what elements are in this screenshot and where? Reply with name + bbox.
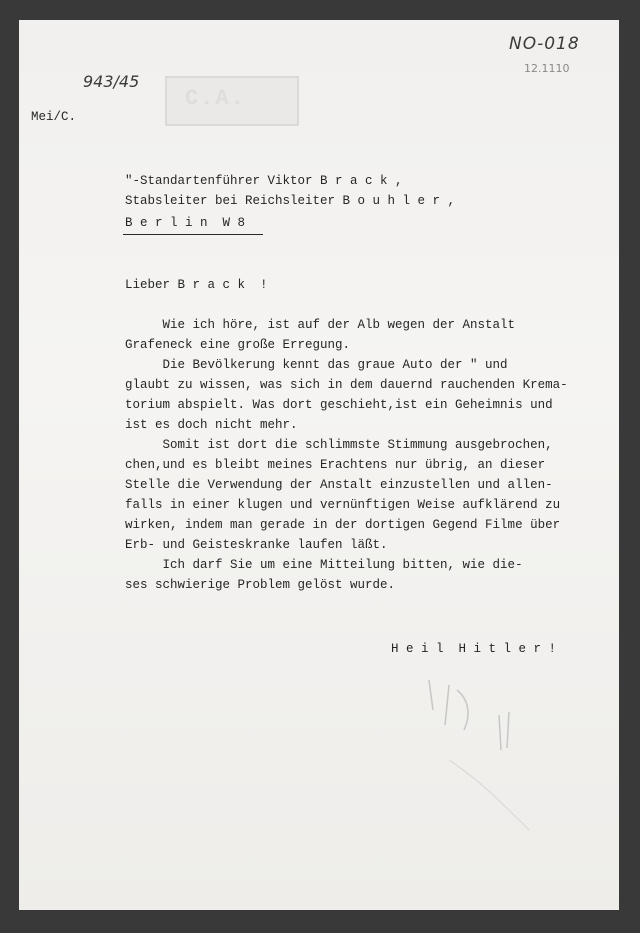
letter-page <box>19 20 619 910</box>
reference-code: Mei/C. <box>31 110 77 124</box>
stamp-text: C.A. <box>185 86 246 111</box>
body-line: Wie ich höre, ist auf der Alb wegen der Anstalt <box>125 318 516 332</box>
handwritten-number: 943/45 <box>83 72 140 91</box>
body-line: glaubt zu wissen, was sich in dem dauernd rauchenden Krema- <box>125 378 568 392</box>
recipient-line-1: "-Standartenführer Viktor B r a c k , <box>125 174 403 188</box>
body-line: ist es doch nicht mehr. <box>125 418 298 432</box>
body-line: chen,und es bleibt meines Erachtens nur übrig, an dieser <box>125 458 546 472</box>
body-line: wirken, indem man gerade in der dortigen Gegend Filme über <box>125 518 561 532</box>
body-line: falls in einer klugen und vernünftigen Weise aufklärend zu <box>125 498 561 512</box>
recipient-line-3: B e r l i n W 8 <box>125 216 246 230</box>
body-line: Somit ist dort die schlimmste Stimmung ausgebrochen, <box>125 438 553 452</box>
address-underline <box>123 234 263 235</box>
body-line: Erb- und Geisteskranke laufen läßt. <box>125 538 388 552</box>
body-line: Ich darf Sie um eine Mitteilung bitten, wie die- <box>125 558 523 572</box>
faded-stamp <box>165 76 299 126</box>
body-line: torium abspielt. Was dort geschieht,ist ein Geheimnis und <box>125 398 553 412</box>
body-line: Die Bevölkerung kennt das graue Auto der " und <box>125 358 508 372</box>
handwritten-document-id: NO-018 <box>509 34 580 54</box>
body-line: Grafeneck eine große Erregung. <box>125 338 351 352</box>
body-line: ses schwierige Problem gelöst wurde. <box>125 578 396 592</box>
closing-line: H e i l H i t l e r ! <box>391 642 557 656</box>
pencil-signature-marks <box>409 670 549 840</box>
recipient-line-2: Stabsleiter bei Reichsleiter B o u h l e r , <box>125 194 456 208</box>
handwritten-date: 12.1110 <box>524 62 570 75</box>
salutation: Lieber B r a c k ! <box>125 278 268 292</box>
body-line: Stelle die Verwendung der Anstalt einzustellen und allen- <box>125 478 553 492</box>
